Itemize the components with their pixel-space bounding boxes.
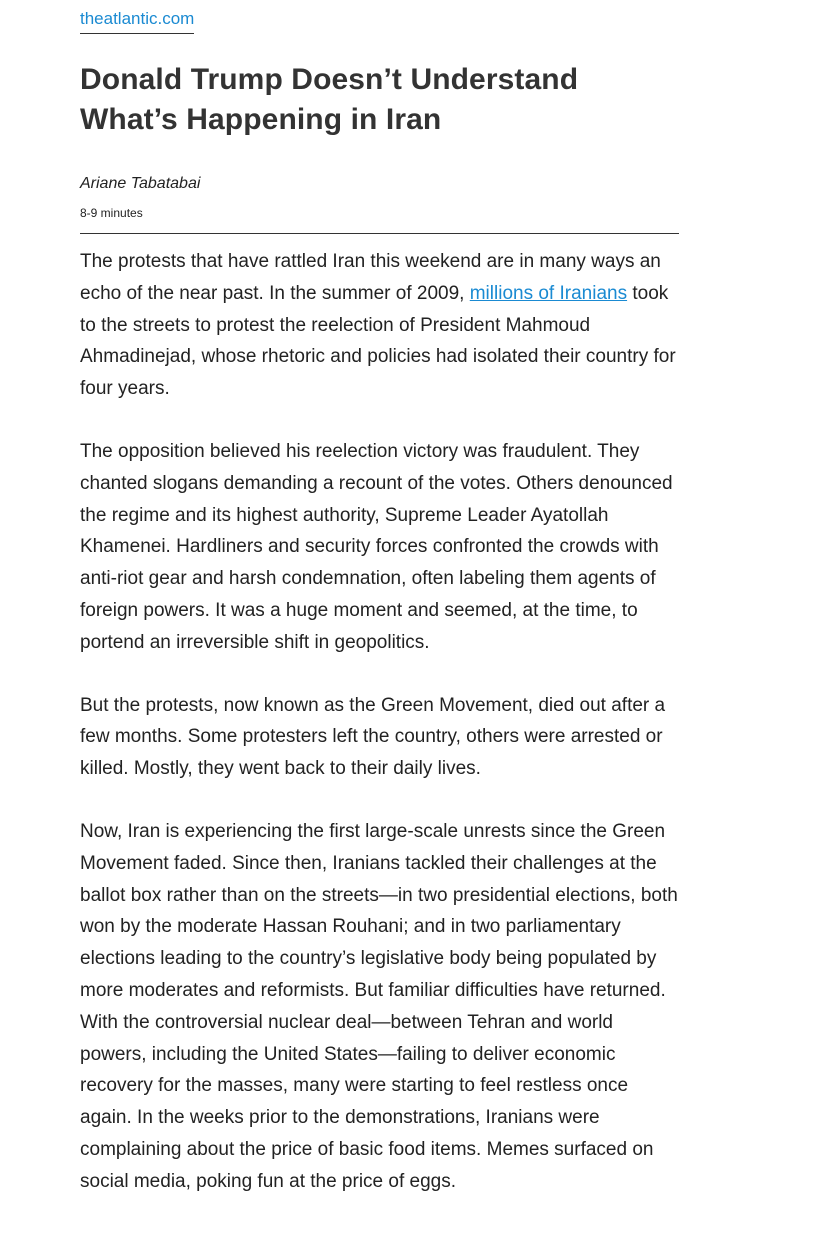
paragraph-1	[80, 246, 680, 405]
paragraph-2: The opposition believed his reelection victory was fraudulent. They chanted slogans demanding a recount of the votes. Others denounced the regime and its highest authority, Supreme Leader Ayatollah Khamenei. Hardliners and security forces confronted the crowds with anti-riot gear and harsh condemnation, often labeling them agents of foreign powers. It was a huge moment and seemed, at the time, to portend an irreversible shift in geopolitics.	[80, 440, 673, 653]
header-divider	[80, 233, 679, 234]
article-author: Ariane Tabatabai	[80, 175, 201, 192]
read-time: 8-9 minutes	[80, 206, 143, 220]
millions-of-iranians-link[interactable]: millions of Iranians	[469, 282, 628, 304]
reader-view	[80, 0, 680, 1229]
article-body	[80, 246, 680, 1198]
paragraph-4: Now, Iran is experiencing the first large-scale unrests since the Green Movement faded. Since then, Iranians tackled their challenges at the ballot box rather than on the streets—in two presidential elections, both won by the moderate Hassan Rouhani; and in two parliamentary elections leading to the country’s legislative body being populated by more moderates and reformists. But familiar difficulties have returned. With the controversial nuclear deal—between Tehran and world powers, including the United States—failing to deliver economic recovery for the masses, many were starting to feel restless once again. In the weeks prior to the demonstrations, Iranians were complaining about the price of basic food items. Memes surfaced on social media, poking fun at the price of eggs.	[80, 820, 678, 1192]
article-title: Donald Trump Doesn’t Understand What’s Happening in Iran	[80, 63, 579, 136]
paragraph-1-text-after: took to the streets to protest the reelection of President Mahmoud Ahmadinejad, whose rhetoric and policies had isolated their country for four years.	[80, 282, 676, 400]
source-domain-link[interactable]: theatlantic.com	[80, 8, 194, 34]
paragraph-3: But the protests, now known as the Green Movement, died out after a few months. Some protesters left the country, others were arrested or killed. Mostly, they went back to their daily lives.	[80, 694, 666, 780]
paragraph-1-text-before: The protests that have rattled Iran this weekend are in many ways an echo of the near past. In the summer of 2009,	[80, 251, 661, 304]
